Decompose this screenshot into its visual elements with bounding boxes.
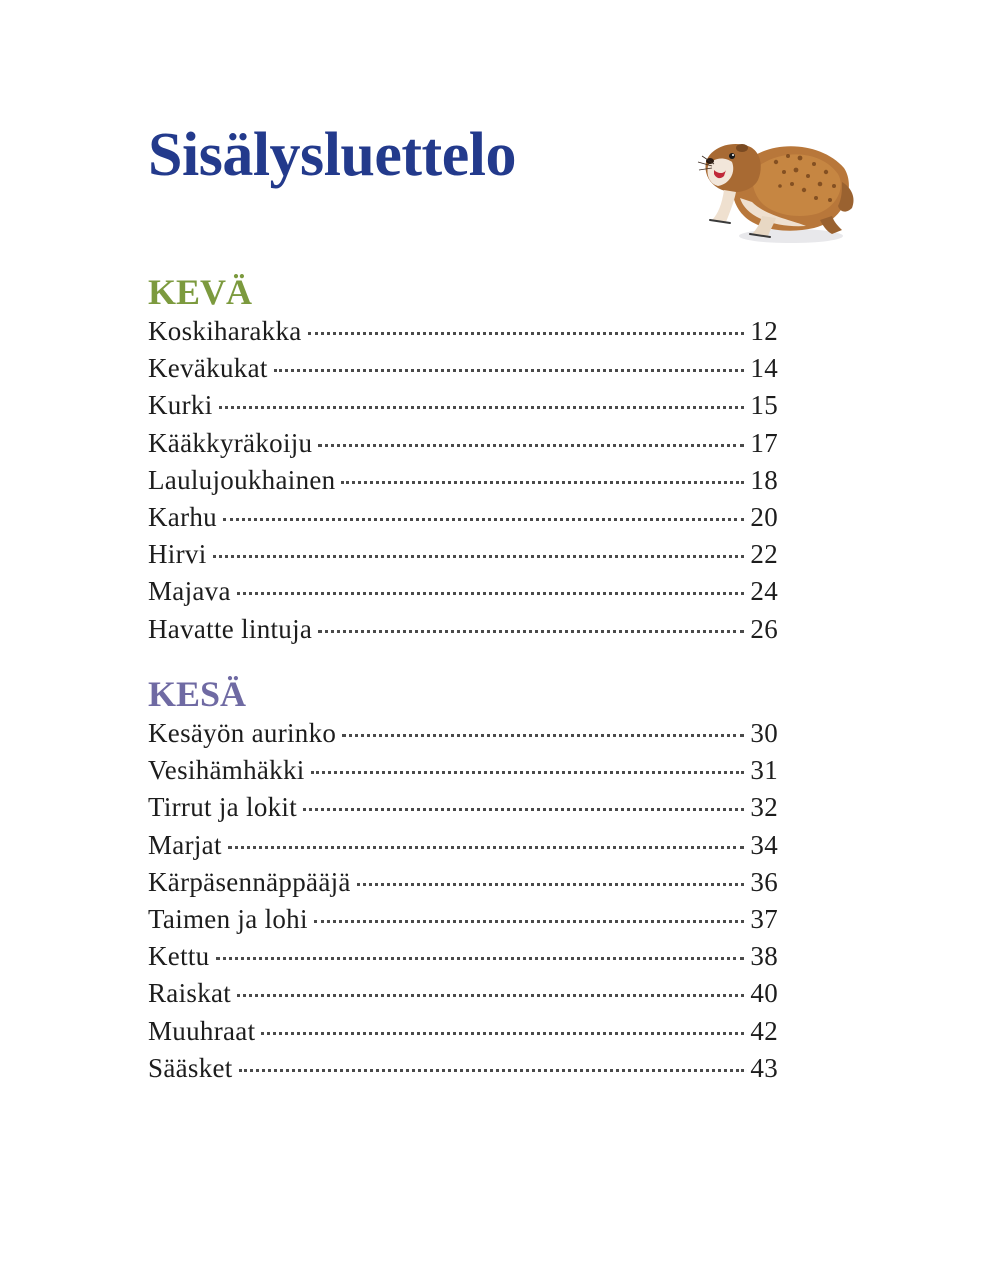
toc-list-spring xyxy=(148,316,778,651)
toc-entry-page: 42 xyxy=(750,1015,778,1046)
toc-entry[interactable] xyxy=(148,428,778,465)
toc-entry-page: 36 xyxy=(750,866,778,897)
toc-entry[interactable] xyxy=(148,978,778,1015)
dot-leader xyxy=(341,481,744,484)
dot-leader xyxy=(314,920,744,923)
toc-entry-page: 24 xyxy=(750,576,778,607)
dot-leader xyxy=(342,734,744,737)
dot-leader xyxy=(311,771,744,774)
toc-entry-page: 34 xyxy=(750,829,778,860)
toc-entry-title: Raiskat xyxy=(148,978,232,1009)
dot-leader xyxy=(223,518,744,521)
section-heading-spring: KEVÄ xyxy=(148,272,253,312)
toc-entry-title: Keväkukat xyxy=(148,353,268,384)
toc-entry-page: 30 xyxy=(750,718,778,748)
toc-entry-title: Havatte lintuja xyxy=(148,613,313,644)
toc-entry-page: 40 xyxy=(750,978,778,1009)
toc-entry[interactable] xyxy=(148,1016,778,1053)
toc-entry[interactable] xyxy=(148,539,778,576)
dot-leader xyxy=(308,332,744,335)
toc-entry-title: Kurki xyxy=(148,390,213,421)
toc-entry-page: 20 xyxy=(750,501,778,532)
toc-entry-title: Muuhraat xyxy=(148,1015,256,1046)
toc-entry-title: Vesihämhäkki xyxy=(148,755,305,786)
toc-entry-title: Taimen ja lohi xyxy=(148,903,308,934)
toc-entry[interactable] xyxy=(148,941,778,978)
toc-entry[interactable] xyxy=(148,755,778,792)
dot-leader xyxy=(318,444,744,447)
toc-entry-title: Tirrut ja lokit xyxy=(148,792,298,823)
toc-entry-page: 15 xyxy=(750,390,778,421)
dot-leader xyxy=(239,1069,744,1072)
toc-entry-title: Kärpäsennäppääjä xyxy=(148,866,351,897)
toc-entry-page: 26 xyxy=(750,613,778,644)
toc-entry-title: Laulujoukhainen xyxy=(148,464,336,495)
toc-entry[interactable] xyxy=(148,830,778,867)
dot-leader xyxy=(261,1032,744,1035)
toc-entry-page: 14 xyxy=(750,353,778,384)
dot-leader xyxy=(237,994,744,997)
toc-section-spring xyxy=(148,270,778,651)
toc-entry-title: Hirvi xyxy=(148,539,207,570)
toc-entry[interactable] xyxy=(148,576,778,613)
dot-leader xyxy=(357,883,744,886)
toc-entry[interactable] xyxy=(148,353,778,390)
toc-entry-title: Sääsket xyxy=(148,1052,233,1083)
toc-entry[interactable] xyxy=(148,390,778,427)
dot-leader xyxy=(228,846,744,849)
section-heading-summer: KESÄ xyxy=(148,674,247,714)
toc-entry-page: 18 xyxy=(750,464,778,495)
toc-entry[interactable] xyxy=(148,867,778,904)
toc-entry-title: Marjat xyxy=(148,829,222,860)
toc-entry-title: Majava xyxy=(148,576,231,607)
toc-entry[interactable] xyxy=(148,718,778,755)
toc-entry-page: 37 xyxy=(750,903,778,934)
beaver-illustration-icon xyxy=(696,128,858,250)
toc-entry[interactable] xyxy=(148,904,778,941)
toc-entry-page: 38 xyxy=(750,941,778,972)
toc-entry-page: 43 xyxy=(750,1052,778,1083)
toc-entry[interactable] xyxy=(148,502,778,539)
toc-entry-title: Kääkkyräkoiju xyxy=(148,427,313,458)
toc-section-summer xyxy=(148,672,778,1090)
toc-entry[interactable] xyxy=(148,316,778,353)
toc-entry-title: Karhu xyxy=(148,501,217,532)
toc-entry[interactable] xyxy=(148,465,778,502)
toc-entry[interactable] xyxy=(148,1053,778,1090)
toc-entry-title: Kettu xyxy=(148,941,210,972)
toc-entry-page: 31 xyxy=(750,755,778,786)
toc-entry-page: 22 xyxy=(750,539,778,570)
page-title: Sisälysluettelo xyxy=(148,121,516,189)
toc-entry-page: 32 xyxy=(750,792,778,823)
toc-entry[interactable] xyxy=(148,614,778,651)
dot-leader xyxy=(213,555,745,558)
dot-leader xyxy=(303,808,744,811)
toc-entry[interactable] xyxy=(148,792,778,829)
dot-leader xyxy=(216,957,745,960)
dot-leader xyxy=(219,406,745,409)
toc-entry-title: Kesäyön aurinko xyxy=(148,718,337,748)
toc-list-summer xyxy=(148,718,778,1090)
dot-leader xyxy=(318,630,744,633)
toc-entry-title: Koskiharakka xyxy=(148,316,302,346)
dot-leader xyxy=(274,369,744,372)
dot-leader xyxy=(237,592,744,595)
toc-entry-page: 12 xyxy=(750,316,778,346)
toc-entry-page: 17 xyxy=(750,427,778,458)
